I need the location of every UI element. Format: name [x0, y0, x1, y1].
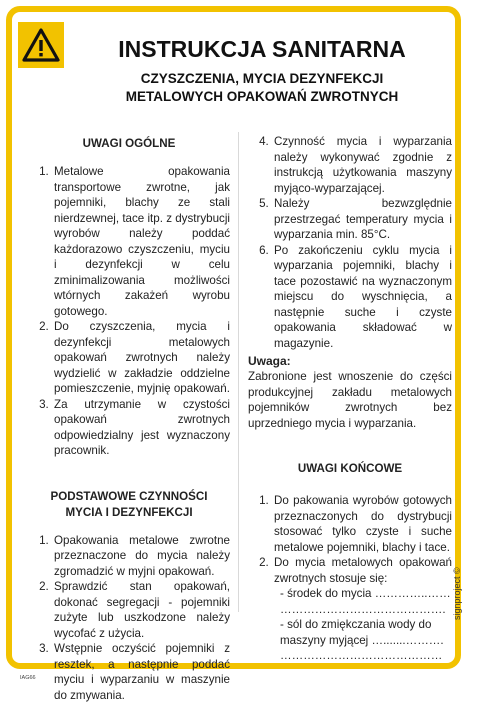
note-text: Zabronione jest wnoszenie do części produkcyjnej zakładu metalowych pojemników zwrotnych bez uprzedniego mycia i wyparzania.	[248, 369, 452, 431]
final-notes-list	[248, 493, 452, 664]
brand-mark: signproject ©	[452, 567, 462, 620]
section-heading-uwagi-ogolne: UWAGI OGÓLNE	[28, 136, 230, 152]
list-item: 4. Czynność mycia i wyparzania należy wykonywać zgodnie z instrukcją użytkowania maszyny myjąco-wyparzającej.	[272, 134, 452, 196]
heading-line-2: MYCIA I DEZYNFEKCJI	[28, 505, 230, 521]
section-heading-uwagi-koncowe: UWAGI KOŃCOWE	[248, 461, 452, 477]
subtitle-line-1: CZYSZCZENIA, MYCIA DEZYNFEKCJI	[88, 70, 436, 88]
agent-line: - środek do mycia …………..……	[274, 586, 452, 602]
list-item: 1. Do pakowania wyrobów gotowych przeznaczonych do dystrybucji stosować tylko czyste i suche metalowe pojemniki, blachy i tace.	[272, 493, 452, 555]
list-item: 1. Metalowe opakowania transportowe zwrotne, jak pojemniki, blachy ze stali nierdzewnej, tace itp. z dystrybucji wyrobów należy poddać każdorazowo czyszczeniu, myciu i dezynfekcji w celu zminimalizowania możliwości wtórnych zakażeń wyrobu gotowego.	[52, 164, 230, 319]
list-item-text: Do mycia metalowych opakowań zwrotnych stosuje się:	[274, 556, 452, 585]
note-heading: Uwaga:	[248, 353, 452, 369]
heading-line-1: PODSTAWOWE CZYNNOŚCI	[28, 489, 230, 505]
left-column	[28, 136, 230, 703]
list-item: 2. Sprawdzić stan opakowań, dokonać segregacji - pojemniki zużyte lub uszkodzone należy wycofać z użycia.	[52, 579, 230, 641]
warning-panel	[18, 22, 64, 68]
list-item: 6. Po zakończeniu cyklu mycia i wyparzania pojemniki, blachy i tace pozostawić na wyznaczonym miejscu do wyschnięcia, a następnie suche i czyste opakowania składować w magazynie.	[272, 243, 452, 352]
list-item: 3. Za utrzymanie w czystości opakowań zwrotnych odpowiedzialny jest wyznaczony pracownik.	[52, 397, 230, 459]
list-item	[272, 555, 452, 664]
column-divider	[238, 132, 239, 612]
subtitle-line-2: METALOWYCH OPAKOWAŃ ZWROTNYCH	[88, 88, 436, 106]
basic-steps-list	[28, 533, 230, 703]
warning-triangle-icon	[18, 22, 64, 68]
agent-line: - sól do zmiękczania wody do maszyny myjącej ….......……….	[274, 617, 452, 648]
product-code: IAG66	[20, 675, 36, 681]
list-item: 3. Wstępnie oczyścić pojemniki z resztek, a następnie poddać myciu i wyparzaniu w maszynie do zmywania.	[52, 641, 230, 703]
list-item: 1. Opakowania metalowe zwrotne przeznaczone do mycia należy zgromadzić w myjni opakowań.	[52, 533, 230, 580]
list-item: 2. Do czyszczenia, mycia i dezynfekcji metalowych opakowań zwrotnych należy wydzielić w zakładzie oddzielne pomieszczenie, myjnię opakowań.	[52, 319, 230, 397]
right-column	[248, 134, 452, 664]
agents-list	[274, 586, 452, 664]
general-notes-list	[28, 164, 230, 459]
section-heading-podstawowe	[28, 489, 230, 521]
page-subtitle	[88, 70, 436, 106]
fill-in-dots: ……………………………………	[274, 648, 452, 664]
page-title: INSTRUKCJA SANITARNA	[88, 36, 436, 62]
fill-in-dots: …………………………………….	[274, 602, 452, 618]
continued-steps-list	[248, 134, 452, 351]
list-item: 5. Należy bezwzględnie przestrzegać temperatury mycia i wyparzania min. 85°C.	[272, 196, 452, 243]
